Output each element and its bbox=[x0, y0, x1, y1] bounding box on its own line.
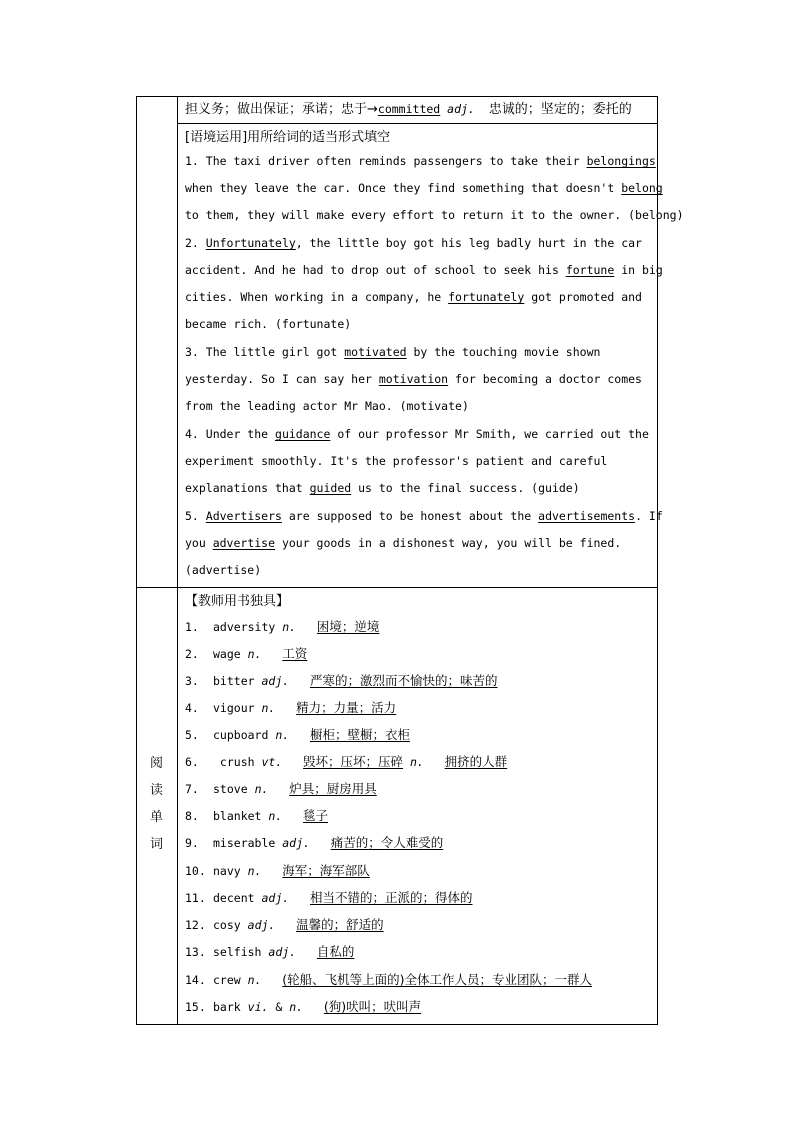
vocab-word: navy bbox=[213, 864, 241, 878]
q3-text: yesterday. So I can say her bbox=[185, 372, 379, 386]
vocab-item bbox=[185, 915, 384, 933]
vocab-item bbox=[185, 861, 370, 879]
vocab-num: 4. bbox=[185, 701, 199, 715]
q3-line2 bbox=[185, 372, 651, 386]
answer-fortune: fortune bbox=[565, 263, 615, 277]
q5-text: 5. bbox=[185, 509, 206, 523]
vocab-word: wage bbox=[213, 647, 241, 661]
q5-line1 bbox=[185, 509, 663, 523]
vocab-pos: adj. bbox=[282, 836, 310, 850]
exercise-heading: [语境运用]用所给词的适当形式填空 bbox=[185, 130, 391, 145]
q2-text: 2. bbox=[185, 236, 206, 250]
vocab-pos: adj. bbox=[247, 918, 276, 932]
section-divider bbox=[136, 587, 658, 588]
vocab-num: 10. bbox=[185, 864, 206, 878]
vocab-meaning: 橱柜；壁橱；衣柜 bbox=[309, 727, 410, 742]
vocab-num: 6. bbox=[185, 755, 199, 769]
vocab-item bbox=[185, 644, 307, 662]
answer-fortunately: fortunately bbox=[448, 290, 525, 304]
q5-text: are supposed to be honest about the bbox=[281, 509, 539, 523]
q3-text: 3. The little girl got bbox=[185, 345, 345, 359]
q4-text: 4. Under the bbox=[185, 427, 276, 441]
vocab-item bbox=[185, 833, 443, 851]
vocab-word: cosy bbox=[213, 918, 241, 932]
vocab-item bbox=[185, 617, 379, 635]
vocab-pos: n. bbox=[247, 973, 262, 987]
q5-text: your goods in a dishonest way, you will be fined. bbox=[275, 536, 622, 550]
q2-text: , the little boy got his leg badly hurt in the car bbox=[295, 236, 642, 250]
vocab-meaning: 毁坏；压坏；压碎 bbox=[303, 754, 404, 769]
vocab-meaning: 自私的 bbox=[316, 944, 355, 959]
vocab-pos: adj. bbox=[261, 891, 290, 905]
vocab-pos: vi. bbox=[247, 1000, 269, 1014]
vocab-meaning: (狗)吠叫；吠叫声 bbox=[323, 999, 422, 1014]
vocab-word: decent bbox=[213, 891, 255, 905]
q4-text: experiment smoothly. It's the professor's patient and careful bbox=[185, 454, 608, 468]
q3-text: for becoming a doctor comes bbox=[448, 372, 642, 386]
q5-text: you bbox=[185, 536, 213, 550]
vocab-num: 1. bbox=[185, 620, 199, 634]
vocab-meaning: 毯子 bbox=[303, 808, 329, 823]
q4-line3 bbox=[185, 481, 651, 495]
vocab-num: 3. bbox=[185, 674, 199, 688]
exercise-section bbox=[185, 125, 684, 585]
vocab-item bbox=[185, 671, 497, 689]
vocab-pos: n. bbox=[282, 620, 297, 634]
vocab-num: 9. bbox=[185, 836, 199, 850]
definition-text: 担义务；做出保证；承诺；忠于→ bbox=[185, 102, 378, 117]
q4-line2 bbox=[185, 454, 651, 468]
vocab-meaning: (轮船、飞机等上面的)全体工作人员；专业团队；一群人 bbox=[282, 972, 593, 987]
vocab-item bbox=[185, 779, 377, 797]
vocab-item bbox=[185, 942, 354, 960]
vocab-num: 14. bbox=[185, 973, 206, 987]
vocab-num: 11. bbox=[185, 891, 206, 905]
vocab-word: miserable bbox=[213, 836, 276, 850]
answer-motivation: motivation bbox=[378, 372, 449, 386]
q1-text: 1. The taxi driver often reminds passengers to take their bbox=[185, 154, 587, 168]
vocab-word: crew bbox=[213, 973, 241, 987]
q1-line1 bbox=[185, 154, 656, 168]
vocab-word: adversity bbox=[213, 620, 276, 634]
q3-text: by the touching movie shown bbox=[406, 345, 601, 359]
answer-motivated: motivated bbox=[344, 345, 407, 359]
vocab-pos: n. bbox=[275, 728, 290, 742]
vocab-num: 12. bbox=[185, 918, 206, 932]
vocab-pos: n. bbox=[247, 864, 262, 878]
vocab-word: bark bbox=[213, 1000, 241, 1014]
vocab-pos: n. bbox=[289, 1000, 304, 1014]
q2-text: cities. When working in a company, he bbox=[185, 290, 449, 304]
answer-belongings: belongings bbox=[586, 154, 656, 168]
vocab-meaning: 工资 bbox=[282, 646, 308, 661]
vocab-item bbox=[185, 806, 328, 824]
vocab-item bbox=[185, 698, 396, 716]
q2-text: in big bbox=[614, 263, 663, 277]
answer-committed: committed bbox=[377, 102, 441, 116]
vocab-meaning: 海军；海军部队 bbox=[282, 863, 370, 878]
vocab-meaning: 严寒的；激烈而不愉快的；味苦的 bbox=[309, 673, 498, 688]
answer-belong: belong bbox=[621, 181, 663, 195]
q2-line4 bbox=[185, 317, 651, 331]
side-label-char: 阅 bbox=[149, 756, 163, 771]
vocab-word: vigour bbox=[213, 701, 255, 715]
vocab-num: 8. bbox=[185, 809, 199, 823]
q2-line2 bbox=[185, 263, 663, 277]
vocab-meaning: 温馨的；舒适的 bbox=[296, 917, 384, 932]
vocab-word: crush bbox=[213, 755, 255, 769]
vocab-num: 15. bbox=[185, 1000, 206, 1014]
vocab-meaning: 炉具；厨房用具 bbox=[289, 781, 377, 796]
vocab-meaning: 精力；力量；活力 bbox=[296, 700, 397, 715]
q5-text: . If bbox=[635, 509, 663, 523]
vocab-item bbox=[185, 888, 472, 906]
vocab-word: bitter bbox=[213, 674, 255, 688]
vocab-num: 13. bbox=[185, 945, 206, 959]
answer-advertisers: Advertisers bbox=[205, 509, 282, 523]
q2-text: became rich. (fortunate) bbox=[185, 317, 352, 331]
row-divider bbox=[177, 123, 658, 124]
q4-text: explanations that bbox=[185, 481, 310, 495]
top-row bbox=[185, 98, 651, 120]
q3-line3 bbox=[185, 399, 651, 413]
q3-text: from the leading actor Mr Mao. (motivate) bbox=[185, 399, 469, 413]
vocab-pos: n. bbox=[247, 647, 262, 661]
vocab-meaning: 相当不错的；正派的；得体的 bbox=[309, 890, 473, 905]
q2-line1 bbox=[185, 236, 651, 250]
q4-text: of our professor Mr Smith, we carried out the bbox=[330, 427, 649, 441]
q5-text: (advertise) bbox=[185, 563, 262, 577]
q4-line1 bbox=[185, 427, 651, 441]
q1-line3 bbox=[185, 208, 684, 222]
column-divider bbox=[177, 96, 178, 1025]
side-label-char: 单 bbox=[149, 810, 163, 825]
vocab-num: 5. bbox=[185, 728, 199, 742]
q2-line3 bbox=[185, 290, 651, 304]
vocab-item bbox=[185, 752, 507, 770]
answer-unfortunately: Unfortunately bbox=[205, 236, 296, 250]
answer-guided: guided bbox=[309, 481, 352, 495]
vocab-meaning: 痛苦的；令人难受的 bbox=[330, 835, 444, 850]
answer-advertisements: advertisements bbox=[538, 509, 636, 523]
q3-line1 bbox=[185, 345, 651, 359]
vocab-pos: vt. bbox=[261, 755, 283, 769]
vocab-pos: adj. bbox=[268, 945, 297, 959]
vocab-num: 2. bbox=[185, 647, 199, 661]
vocab-item bbox=[185, 970, 592, 988]
teacher-heading: 【教师用书独具】 bbox=[185, 594, 290, 609]
q1-text: to them, they will make every effort to return it to the owner. (belong) bbox=[185, 208, 684, 222]
q1-text: when they leave the car. Once they find something that doesn't bbox=[185, 181, 622, 195]
vocab-pos: n. bbox=[261, 701, 276, 715]
side-label-char: 读 bbox=[149, 783, 163, 798]
q5-line2 bbox=[185, 536, 651, 550]
vocab-pos: n. bbox=[254, 782, 269, 796]
vocab-word: blanket bbox=[213, 809, 262, 823]
vocab-word: stove bbox=[213, 782, 248, 796]
vocab-word: selfish bbox=[213, 945, 262, 959]
vocab-pos: adj. bbox=[261, 674, 290, 688]
vocab-item bbox=[185, 725, 410, 743]
answer-advertise: advertise bbox=[212, 536, 276, 550]
vocab-meaning: 困境；逆境 bbox=[316, 619, 380, 634]
q5-line3 bbox=[185, 563, 651, 577]
q1-line2 bbox=[185, 181, 663, 195]
definition-text: 忠诚的；坚定的；委托的 bbox=[488, 102, 632, 117]
side-label-char: 词 bbox=[149, 837, 163, 852]
vocab-pos: n. bbox=[268, 809, 283, 823]
vocab-amp: & bbox=[268, 1000, 290, 1014]
q2-text: accident. And he had to drop out of school to seek his bbox=[185, 263, 566, 277]
vocab-word: cupboard bbox=[213, 728, 269, 742]
pos-label: adj. bbox=[447, 102, 475, 116]
vocab-meaning: 拥挤的人群 bbox=[444, 754, 508, 769]
q2-text: got promoted and bbox=[524, 290, 642, 304]
vocab-item bbox=[185, 997, 421, 1015]
vocab-num: 7. bbox=[185, 782, 199, 796]
vocab-pos: n. bbox=[410, 755, 424, 769]
q4-text: us to the final success. (guide) bbox=[351, 481, 580, 495]
answer-guidance: guidance bbox=[275, 427, 331, 441]
